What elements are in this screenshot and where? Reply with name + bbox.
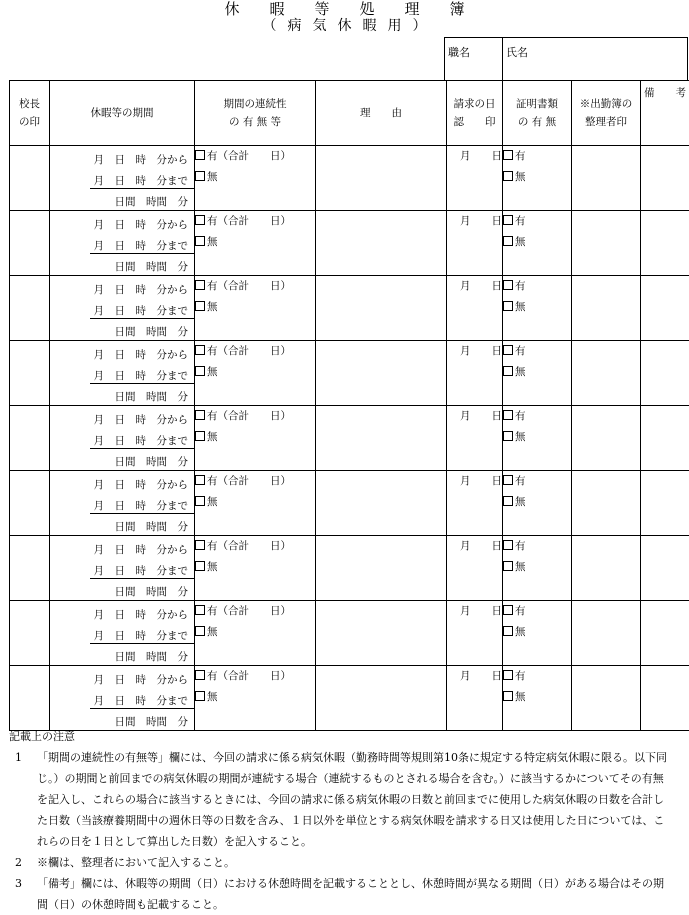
checkbox[interactable] [503, 605, 513, 615]
manager-seal-cell[interactable] [572, 146, 641, 211]
checkbox[interactable] [503, 475, 513, 485]
reason-cell[interactable] [316, 471, 447, 536]
checkbox[interactable] [195, 561, 205, 571]
continuity-cell: 有（合計 日） 無 [195, 536, 316, 601]
checkbox[interactable] [195, 215, 205, 225]
request-date-cell[interactable]: 月 日 [447, 341, 503, 406]
period-cell[interactable]: 月 日 時 分から 月 日 時 分まで 日間 時間 分 [50, 406, 195, 471]
checkbox[interactable] [195, 280, 205, 290]
checkbox[interactable] [503, 431, 513, 441]
checkbox[interactable] [195, 171, 205, 181]
remarks-cell[interactable] [641, 341, 689, 406]
remarks-cell[interactable] [641, 471, 689, 536]
checkbox[interactable] [195, 366, 205, 376]
manager-seal-cell[interactable] [572, 666, 641, 731]
checkbox[interactable] [195, 236, 205, 246]
principal-seal-cell[interactable] [10, 536, 50, 601]
checkbox[interactable] [503, 366, 513, 376]
period-cell[interactable]: 月 日 時 分から 月 日 時 分まで 日間 時間 分 [50, 666, 195, 731]
certificate-cell: 有 無 [503, 406, 572, 471]
remarks-cell[interactable] [641, 666, 689, 731]
period-cell[interactable]: 月 日 時 分から 月 日 時 分まで 日間 時間 分 [50, 146, 195, 211]
checkbox[interactable] [503, 670, 513, 680]
header-remarks: 備 考 [641, 81, 689, 146]
reason-cell[interactable] [316, 406, 447, 471]
table-row [10, 471, 689, 536]
certificate-cell: 有 無 [503, 146, 572, 211]
manager-seal-cell[interactable] [572, 406, 641, 471]
reason-cell[interactable] [316, 536, 447, 601]
checkbox[interactable] [195, 410, 205, 420]
reason-cell[interactable] [316, 341, 447, 406]
principal-seal-cell[interactable] [10, 341, 50, 406]
header-period: 休暇等の期間 [50, 81, 195, 146]
certificate-cell: 有 無 [503, 536, 572, 601]
request-date-cell[interactable]: 月 日 [447, 471, 503, 536]
checkbox[interactable] [503, 496, 513, 506]
checkbox[interactable] [195, 301, 205, 311]
checkbox[interactable] [503, 691, 513, 701]
form-subtitle: （病気休暇用） [0, 17, 689, 35]
continuity-cell: 有（合計 日） 無 [195, 146, 316, 211]
name-box [444, 37, 688, 80]
period-cell[interactable]: 月 日 時 分から 月 日 時 分まで 日間 時間 分 [50, 211, 195, 276]
principal-seal-cell[interactable] [10, 471, 50, 536]
checkbox[interactable] [503, 236, 513, 246]
note-item: 2 ※欄は、整理者において記入すること。 [0, 852, 689, 873]
period-cell[interactable]: 月 日 時 分から 月 日 時 分まで 日間 時間 分 [50, 471, 195, 536]
notes-title: 記載上の注意 [0, 726, 689, 747]
period-cell[interactable]: 月 日 時 分から 月 日 時 分まで 日間 時間 分 [50, 536, 195, 601]
header-reason: 理 由 [316, 81, 447, 146]
period-cell[interactable]: 月 日 時 分から 月 日 時 分まで 日間 時間 分 [50, 276, 195, 341]
reason-cell[interactable] [316, 146, 447, 211]
header-principal-seal: 校長 の印 [10, 81, 50, 146]
request-date-cell[interactable]: 月 日 [447, 406, 503, 471]
reason-cell[interactable] [316, 601, 447, 666]
request-date-cell[interactable]: 月 日 [447, 146, 503, 211]
checkbox[interactable] [195, 670, 205, 680]
continuity-cell: 有（合計 日） 無 [195, 471, 316, 536]
period-cell[interactable]: 月 日 時 分から 月 日 時 分まで 日間 時間 分 [50, 341, 195, 406]
manager-seal-cell[interactable] [572, 276, 641, 341]
certificate-cell: 有 無 [503, 276, 572, 341]
remarks-cell[interactable] [641, 276, 689, 341]
request-date-cell[interactable]: 月 日 [447, 536, 503, 601]
checkbox[interactable] [195, 345, 205, 355]
remarks-cell[interactable] [641, 536, 689, 601]
certificate-cell: 有 無 [503, 666, 572, 731]
reason-cell[interactable] [316, 276, 447, 341]
remarks-cell[interactable] [641, 601, 689, 666]
table-row [10, 406, 689, 471]
principal-seal-cell[interactable] [10, 211, 50, 276]
checkbox[interactable] [503, 301, 513, 311]
checkbox[interactable] [195, 540, 205, 550]
checkbox[interactable] [503, 215, 513, 225]
checkbox[interactable] [503, 280, 513, 290]
certificate-cell: 有 無 [503, 601, 572, 666]
post-label: 職名 [448, 44, 470, 60]
checkbox[interactable] [503, 561, 513, 571]
checkbox[interactable] [195, 691, 205, 701]
certificate-cell: 有 無 [503, 211, 572, 276]
checkbox[interactable] [503, 150, 513, 160]
table-row [10, 276, 689, 341]
manager-seal-cell[interactable] [572, 536, 641, 601]
continuity-cell: 有（合計 日） 無 [195, 276, 316, 341]
checkbox[interactable] [195, 431, 205, 441]
checkbox[interactable] [195, 626, 205, 636]
principal-seal-cell[interactable] [10, 406, 50, 471]
name-label: 氏名 [506, 44, 528, 60]
period-cell[interactable]: 月 日 時 分から 月 日 時 分まで 日間 時間 分 [50, 601, 195, 666]
table-row [10, 211, 689, 276]
form-title: 休暇等処理簿 [0, 0, 689, 18]
continuity-cell: 有（合計 日） 無 [195, 666, 316, 731]
certificate-cell: 有 無 [503, 341, 572, 406]
principal-seal-cell[interactable] [10, 146, 50, 211]
reason-cell[interactable] [316, 211, 447, 276]
header-manager-seal: ※出勤簿の 整理者印 [572, 81, 641, 146]
continuity-cell: 有（合計 日） 無 [195, 601, 316, 666]
checkbox[interactable] [503, 410, 513, 420]
note-item: 3 「備考」欄には、休暇等の期間（日）における休憩時間を記載することとし、休憩時間が異なる期間（日）がある場合はその期間（日）の休憩時間も記載すること。 [0, 873, 689, 915]
manager-seal-cell[interactable] [572, 471, 641, 536]
principal-seal-cell[interactable] [10, 666, 50, 731]
note-item: 1 「期間の連続性の有無等」欄には、今回の請求に係る病気休暇（勤務時間等規則第10条に規定する特定病気休暇に限る。以下同じ。）の期間と前回までの病気休暇の期間が連続する場合（連続するものとされる場合を含む。）に該当するかについてその有無を記入し、これらの場合に該当するときには、今回の請求に係る病気休暇の日数と前回までに使用した病気休暇の日数を合計した日数（当該療養期間中の週休日等の日数を含み、１日以外を単位とする病気休暇を請求する日又は使用した日については、これらの日を１日として算出した日数）を記入すること。 [0, 747, 689, 852]
checkbox[interactable] [195, 475, 205, 485]
checkbox[interactable] [195, 496, 205, 506]
notes [0, 726, 689, 915]
continuity-cell: 有（合計 日） 無 [195, 211, 316, 276]
manager-seal-cell[interactable] [572, 211, 641, 276]
request-date-cell[interactable]: 月 日 [447, 276, 503, 341]
table-row [10, 146, 689, 211]
header-continuity: 期間の連続性 の 有 無 等 [195, 81, 316, 146]
checkbox[interactable] [503, 345, 513, 355]
table-row [10, 536, 689, 601]
checkbox[interactable] [503, 540, 513, 550]
leave-table [9, 80, 689, 731]
checkbox[interactable] [503, 171, 513, 181]
checkbox[interactable] [503, 626, 513, 636]
request-date-cell[interactable]: 月 日 [447, 666, 503, 731]
manager-seal-cell[interactable] [572, 341, 641, 406]
principal-seal-cell[interactable] [10, 276, 50, 341]
table-row [10, 341, 689, 406]
remarks-cell[interactable] [641, 211, 689, 276]
header-request-date: 請求の日 認 印 [447, 81, 503, 146]
table-row [10, 601, 689, 666]
checkbox[interactable] [195, 605, 205, 615]
request-date-cell[interactable]: 月 日 [447, 601, 503, 666]
reason-cell[interactable] [316, 666, 447, 731]
certificate-cell: 有 無 [503, 471, 572, 536]
principal-seal-cell[interactable] [10, 601, 50, 666]
checkbox[interactable] [195, 150, 205, 160]
table-row [10, 666, 689, 731]
request-date-cell[interactable]: 月 日 [447, 211, 503, 276]
remarks-cell[interactable] [641, 146, 689, 211]
continuity-cell: 有（合計 日） 無 [195, 406, 316, 471]
continuity-cell: 有（合計 日） 無 [195, 341, 316, 406]
remarks-cell[interactable] [641, 406, 689, 471]
header-certificate: 証明書類 の 有 無 [503, 81, 572, 146]
manager-seal-cell[interactable] [572, 601, 641, 666]
